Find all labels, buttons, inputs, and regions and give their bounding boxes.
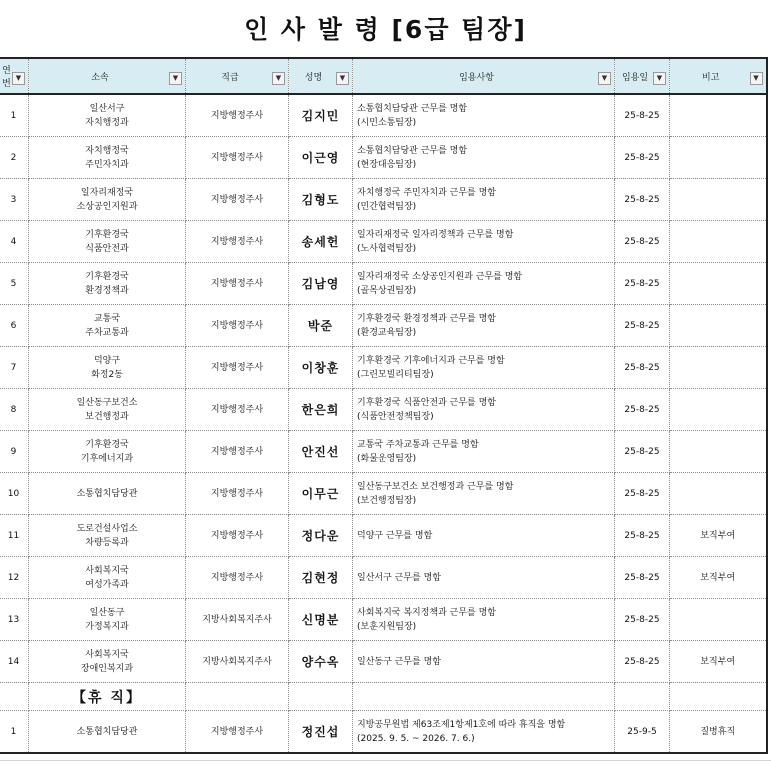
detail-line-2: (보훈지원팀장): [357, 621, 417, 632]
dept-line-2: 기후에너지과: [80, 453, 134, 464]
dept-line-2: 차량등록과: [85, 537, 129, 548]
cell-name[interactable]: 이무근: [289, 473, 353, 515]
cell-name[interactable]: 김남영: [289, 263, 353, 305]
cell-date[interactable]: 25-8-25: [615, 305, 670, 347]
table-row: [0, 347, 767, 389]
dept-line-2: 자치행정과: [85, 117, 129, 128]
empty-cell[interactable]: [289, 683, 353, 711]
cell-date[interactable]: 25-8-25: [615, 473, 670, 515]
cell-no[interactable]: 13: [0, 599, 29, 641]
dept-line-1: 자치행정국: [85, 145, 129, 156]
personnel-table: [0, 57, 768, 754]
cell-detail[interactable]: [353, 515, 615, 557]
cell-grade[interactable]: 지방사회복지주사: [186, 599, 289, 641]
cell-grade[interactable]: 지방행정주사: [186, 389, 289, 431]
table-row: [0, 94, 767, 137]
dept-line-2: 장애인복지과: [80, 663, 134, 674]
detail-line-2: (골목상권팀장): [357, 285, 417, 296]
cell-no[interactable]: 14: [0, 641, 29, 683]
detail-line-2: (현장대응팀장): [357, 159, 417, 170]
dept-line-2: 가정복지과: [85, 621, 129, 632]
detail-line-2: (노사협력팀장): [357, 243, 417, 254]
dropdown-arrow-icon[interactable]: ▼: [598, 72, 611, 85]
cell-grade[interactable]: 지방행정주사: [186, 179, 289, 221]
cell-name[interactable]: 안진선: [289, 431, 353, 473]
cell-detail[interactable]: [353, 94, 615, 137]
leave-section-label[interactable]: 【휴 직】: [29, 683, 186, 711]
cell-note[interactable]: 보직부여: [670, 557, 767, 599]
cell-detail[interactable]: [353, 599, 615, 641]
detail-line-1: 지방공무원법 제63조제1항제1호에 따라 휴직을 명함: [357, 719, 566, 730]
cell-dept[interactable]: [29, 347, 186, 389]
detail-line-2: (식품안전정책팀장): [357, 411, 434, 422]
dept-line-2: 화정2동: [91, 369, 123, 380]
detail-line-1: 덕양구 근무를 명함: [357, 530, 433, 541]
cell-date[interactable]: 25-8-25: [615, 389, 670, 431]
cell-dept[interactable]: [29, 515, 186, 557]
cell-detail[interactable]: [353, 431, 615, 473]
cell-dept[interactable]: [29, 599, 186, 641]
cell-date[interactable]: 25-8-25: [615, 599, 670, 641]
cell-name[interactable]: 송세헌: [289, 221, 353, 263]
dropdown-arrow-icon[interactable]: ▼: [272, 72, 285, 85]
page-title: 인 사 발 령 [6급 팀장]: [244, 15, 527, 44]
header-row: [0, 58, 767, 94]
empty-cell[interactable]: [670, 683, 767, 711]
dept-line-1: 일산서구: [89, 103, 125, 114]
cell-note[interactable]: [670, 94, 767, 137]
cell-note[interactable]: 질병휴직: [670, 711, 767, 754]
sheet-gridline: [0, 760, 771, 761]
cell-name[interactable]: 박준: [289, 305, 353, 347]
detail-line-1: 일산동구보건소 보건행정과 근무를 명함: [357, 481, 514, 492]
cell-no[interactable]: 10: [0, 473, 29, 515]
detail-line-1: 일자리재정국 일자리정책과 근무를 명함: [357, 229, 514, 240]
table-row: [0, 557, 767, 599]
cell-note[interactable]: [670, 473, 767, 515]
dept-line-1: 일자리재정국: [80, 187, 134, 198]
table-row: [0, 221, 767, 263]
detail-line-2: (화물운영팀장): [357, 453, 417, 464]
detail-line-2: (시민소통팀장): [357, 117, 417, 128]
dept-line-1: 기후환경국: [85, 229, 129, 240]
cell-note[interactable]: [670, 305, 767, 347]
cell-name[interactable]: 김지민: [289, 94, 353, 137]
cell-no[interactable]: 2: [0, 137, 29, 179]
cell-detail[interactable]: [353, 305, 615, 347]
cell-detail[interactable]: [353, 137, 615, 179]
cell-note[interactable]: [670, 263, 767, 305]
cell-dept[interactable]: [29, 263, 186, 305]
cell-detail[interactable]: [353, 263, 615, 305]
table-row: [0, 179, 767, 221]
cell-grade[interactable]: 지방행정주사: [186, 711, 289, 754]
cell-name[interactable]: 한은희: [289, 389, 353, 431]
detail-line-1: 기후환경국 환경정책과 근무를 명함: [357, 313, 496, 324]
cell-dept[interactable]: [29, 305, 186, 347]
table-row: [0, 711, 767, 754]
cell-dept[interactable]: [29, 221, 186, 263]
cell-grade[interactable]: 지방사회복지주사: [186, 641, 289, 683]
cell-name[interactable]: 김현정: [289, 557, 353, 599]
dept-line-2: 주차교통과: [85, 327, 129, 338]
cell-note[interactable]: 보직부여: [670, 641, 767, 683]
cell-date[interactable]: 25-8-25: [615, 557, 670, 599]
cell-dept[interactable]: [29, 137, 186, 179]
cell-grade[interactable]: 지방행정주사: [186, 431, 289, 473]
header-note: 비고 ▼: [670, 58, 767, 94]
cell-date[interactable]: 25-8-25: [615, 221, 670, 263]
header-detail: 임용사항 ▼: [353, 58, 615, 94]
cell-name[interactable]: 이근영: [289, 137, 353, 179]
dept-line-1: 사회복지국: [85, 649, 129, 660]
cell-grade[interactable]: 지방행정주사: [186, 347, 289, 389]
cell-date[interactable]: 25-8-25: [615, 515, 670, 557]
dept-line-1: 일산동구보건소: [76, 397, 138, 408]
dept-line-1: 기후환경국: [85, 271, 129, 282]
cell-detail[interactable]: [353, 179, 615, 221]
empty-cell[interactable]: [186, 683, 289, 711]
leave-section-row: [0, 683, 767, 711]
cell-no[interactable]: 11: [0, 515, 29, 557]
table-row: [0, 137, 767, 179]
table-row: [0, 305, 767, 347]
table-row: [0, 263, 767, 305]
cell-date[interactable]: 25-8-25: [615, 263, 670, 305]
cell-dept[interactable]: [29, 431, 186, 473]
detail-line-1: 일자리재정국 소상공인지원과 근무를 명함: [357, 271, 523, 282]
cell-dept[interactable]: [29, 179, 186, 221]
detail-line-1: 소통협치담당관 근무를 명함: [357, 103, 468, 114]
detail-line-1: 기후환경국 식품안전과 근무를 명함: [357, 397, 496, 408]
cell-no[interactable]: 1: [0, 711, 29, 754]
dept-line-1: 교통국: [93, 313, 121, 324]
dept-line-2: 주민자치과: [85, 159, 129, 170]
cell-dept[interactable]: [29, 94, 186, 137]
dropdown-arrow-icon[interactable]: ▼: [169, 72, 182, 85]
cell-no[interactable]: 3: [0, 179, 29, 221]
cell-grade[interactable]: 지방행정주사: [186, 137, 289, 179]
dept-line-2: 소상공인지원과: [76, 201, 138, 212]
header-dept: 소속 ▼: [29, 58, 186, 94]
cell-no[interactable]: 9: [0, 431, 29, 473]
cell-detail[interactable]: [353, 557, 615, 599]
cell-note[interactable]: [670, 221, 767, 263]
cell-name[interactable]: 정진섭: [289, 711, 353, 754]
cell-date[interactable]: 25-8-25: [615, 347, 670, 389]
cell-date[interactable]: 25-8-25: [615, 94, 670, 137]
dept-line-1: 기후환경국: [85, 439, 129, 450]
cell-detail[interactable]: [353, 347, 615, 389]
cell-no[interactable]: 5: [0, 263, 29, 305]
dept-line-2: 보건행정과: [85, 411, 129, 422]
table-row: [0, 599, 767, 641]
empty-cell[interactable]: [353, 683, 615, 711]
cell-detail[interactable]: [353, 473, 615, 515]
cell-grade[interactable]: 지방행정주사: [186, 94, 289, 137]
table-row: [0, 515, 767, 557]
dept-line-2: 식품안전과: [85, 243, 129, 254]
cell-name[interactable]: 이창훈: [289, 347, 353, 389]
cell-note[interactable]: [670, 389, 767, 431]
cell-note[interactable]: [670, 137, 767, 179]
cell-name[interactable]: 신명분: [289, 599, 353, 641]
dropdown-arrow-icon[interactable]: ▼: [750, 72, 763, 85]
table-row: [0, 473, 767, 515]
cell-note[interactable]: [670, 347, 767, 389]
detail-line-2: (보건행정팀장): [357, 495, 417, 506]
empty-cell[interactable]: [615, 683, 670, 711]
table-row: [0, 431, 767, 473]
detail-line-1: 일산서구 근무를 명함: [357, 572, 441, 583]
detail-line-1: 소통협치담당관 근무를 명함: [357, 145, 468, 156]
cell-no[interactable]: 7: [0, 347, 29, 389]
cell-grade[interactable]: 지방행정주사: [186, 473, 289, 515]
cell-date[interactable]: 25-8-25: [615, 431, 670, 473]
cell-dept[interactable]: [29, 711, 186, 754]
detail-line-1: 자치행정국 주민자치과 근무를 명함: [357, 187, 496, 198]
empty-cell[interactable]: [0, 683, 29, 711]
cell-name[interactable]: 김형도: [289, 179, 353, 221]
cell-grade[interactable]: 지방행정주사: [186, 515, 289, 557]
dropdown-arrow-icon[interactable]: ▼: [336, 72, 349, 85]
dept-line-1: 소통협치담당관: [76, 488, 138, 499]
dropdown-arrow-icon[interactable]: ▼: [653, 72, 666, 85]
cell-date[interactable]: 25-9-5: [615, 711, 670, 754]
dept-line-1: 도로건설사업소: [76, 523, 138, 534]
cell-date[interactable]: 25-8-25: [615, 641, 670, 683]
cell-note[interactable]: 보직부여: [670, 515, 767, 557]
detail-line-1: 교통국 주차교통과 근무를 명함: [357, 439, 479, 450]
cell-dept[interactable]: [29, 641, 186, 683]
cell-detail[interactable]: [353, 711, 615, 754]
detail-line-1: 일산동구 근무를 명함: [357, 656, 441, 667]
cell-grade[interactable]: 지방행정주사: [186, 221, 289, 263]
cell-name[interactable]: 양수옥: [289, 641, 353, 683]
dept-line-2: 환경정책과: [85, 285, 129, 296]
cell-no[interactable]: 8: [0, 389, 29, 431]
dept-line-1: 덕양구: [93, 355, 121, 366]
cell-detail[interactable]: [353, 641, 615, 683]
dept-line-2: 여성가족과: [85, 579, 129, 590]
cell-dept[interactable]: [29, 389, 186, 431]
cell-no[interactable]: 12: [0, 557, 29, 599]
cell-note[interactable]: [670, 179, 767, 221]
cell-date[interactable]: 25-8-25: [615, 137, 670, 179]
cell-dept[interactable]: [29, 557, 186, 599]
cell-no[interactable]: 4: [0, 221, 29, 263]
dept-line-1: 일산동구: [89, 607, 125, 618]
cell-detail[interactable]: [353, 221, 615, 263]
detail-line-2: (그린모빌리티팀장): [357, 369, 434, 380]
header-no: 연번 ▼: [0, 58, 29, 94]
cell-no[interactable]: 6: [0, 305, 29, 347]
dept-line-1: 소통협치담당관: [76, 726, 138, 737]
cell-date[interactable]: 25-8-25: [615, 179, 670, 221]
detail-line-1: 사회복지국 복지정책과 근무를 명함: [357, 607, 496, 618]
header-date: 임용일 ▼: [615, 58, 670, 94]
dept-line-1: 사회복지국: [85, 565, 129, 576]
table-row: [0, 641, 767, 683]
cell-no[interactable]: 1: [0, 94, 29, 137]
detail-line-2: (2025. 9. 5. ~ 2026. 7. 6.): [357, 733, 475, 744]
cell-note[interactable]: [670, 431, 767, 473]
cell-detail[interactable]: [353, 389, 615, 431]
cell-dept[interactable]: [29, 473, 186, 515]
cell-grade[interactable]: 지방행정주사: [186, 305, 289, 347]
cell-note[interactable]: [670, 599, 767, 641]
detail-line-2: (환경교육팀장): [357, 327, 417, 338]
cell-grade[interactable]: 지방행정주사: [186, 557, 289, 599]
dropdown-arrow-icon[interactable]: ▼: [12, 72, 25, 85]
header-name: 성명 ▼: [289, 58, 353, 94]
header-grade: 직급 ▼: [186, 58, 289, 94]
cell-grade[interactable]: 지방행정주사: [186, 263, 289, 305]
detail-line-1: 기후환경국 기후에너지과 근무를 명함: [357, 355, 505, 366]
table-row: [0, 389, 767, 431]
detail-line-2: (민간협력팀장): [357, 201, 417, 212]
cell-name[interactable]: 정다운: [289, 515, 353, 557]
